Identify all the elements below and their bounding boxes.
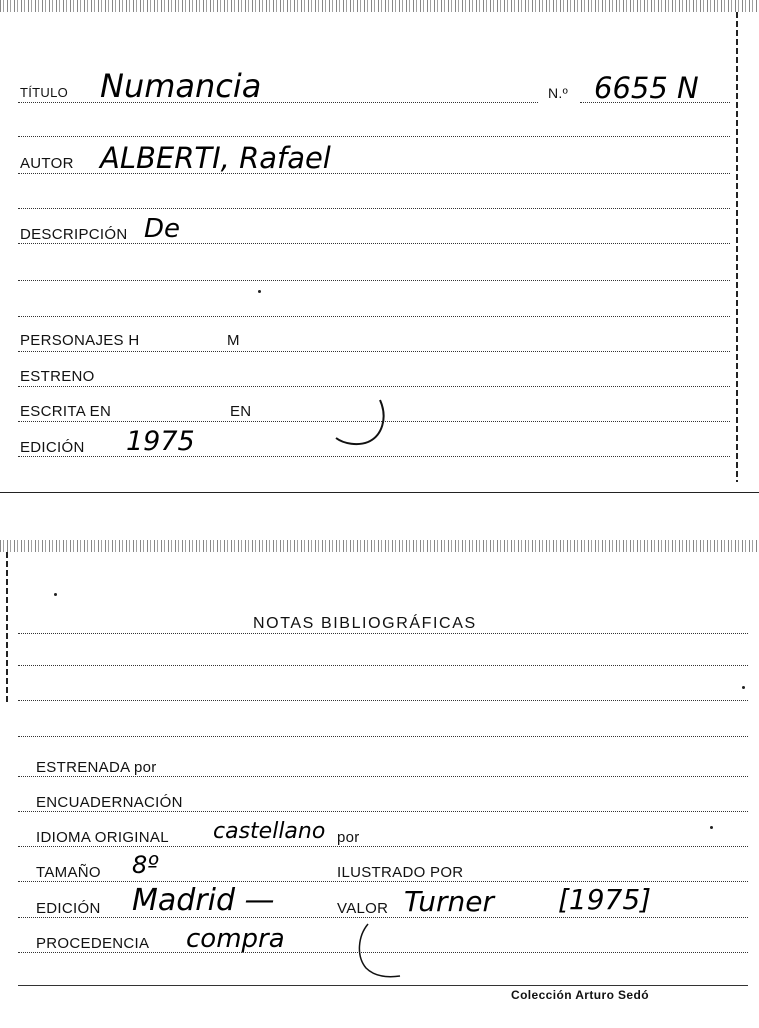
numero-value: 6655 N [594,71,699,105]
card-bottom-edge [0,492,759,493]
blank-line [18,700,748,701]
idioma-por-label: por [337,829,360,846]
descripcion-label: DESCRIPCIÓN [20,226,128,243]
edicion-line [18,456,730,457]
titulo-label: TÍTULO [20,85,69,100]
edicion-label: EDICIÓN [20,439,85,456]
idioma-label: IDIOMA ORIGINAL [36,829,169,846]
personajes-m-label: M [227,332,240,349]
edicion-value: 1975 [126,426,195,457]
descripcion-line [18,243,730,244]
numero-line [580,102,730,103]
blank-line [18,136,730,137]
autor-label: AUTOR [20,155,74,172]
estrenada-label: ESTRENADA por [36,759,157,776]
titulo-line [18,102,538,103]
ink-speck [710,826,713,829]
blank-line [18,208,730,209]
autor-line [18,173,730,174]
card-bottom-line [18,985,748,986]
personajes-label: PERSONAJES H [20,332,140,349]
notas-line [18,633,748,634]
collection-footer: Colección Arturo Sedó [511,988,649,1002]
idioma-value: castellano [213,819,326,844]
edicion2-value: Madrid — [132,883,275,918]
personajes-line [18,351,730,352]
tamano-line [18,881,748,882]
numero-label: N.º [548,85,569,101]
tamano-label: TAMAÑO [36,864,101,881]
en-label: EN [230,403,252,420]
edicion2-line [18,917,748,918]
catalog-card-back [0,540,759,1028]
blank-line [18,316,730,317]
ilustrado-label: ILUSTRADO POR [337,864,464,881]
tamano-value: 8º [132,851,159,879]
valor-label: VALOR [337,900,389,917]
procedencia-value: compra [186,924,285,954]
anio-value: [1975] [558,883,652,916]
notas-heading: NOTAS BIBLIOGRÁFICAS [253,615,477,632]
autor-value: ALBERTI, Rafael [100,141,331,175]
catalog-card-front [0,0,759,495]
ink-speck [54,593,57,596]
encuadernacion-line [18,811,748,812]
procedencia-label: PROCEDENCIA [36,935,150,952]
encuadernacion-label: ENCUADERNACIÓN [36,794,183,811]
estreno-label: ESTRENO [20,368,95,385]
card-top-edge [0,540,759,552]
estreno-line [18,386,730,387]
blank-line [18,280,730,281]
blank-line [18,665,748,666]
valor-value: Turner [404,885,495,918]
descripcion-value: De [144,214,181,244]
idioma-line [18,846,748,847]
card-left-edge [6,552,8,702]
ink-speck [258,290,261,293]
stamp-arc-mark [356,922,406,982]
estrenada-line [18,776,748,777]
card-top-edge [0,0,759,12]
blank-line [18,736,748,737]
card-right-edge [736,12,738,482]
titulo-value: Numancia [100,67,262,105]
edicion2-label: EDICIÓN [36,900,101,917]
ink-speck [742,686,745,689]
stamp-arc-mark [330,398,390,448]
escrita-en-label: ESCRITA EN [20,403,112,420]
